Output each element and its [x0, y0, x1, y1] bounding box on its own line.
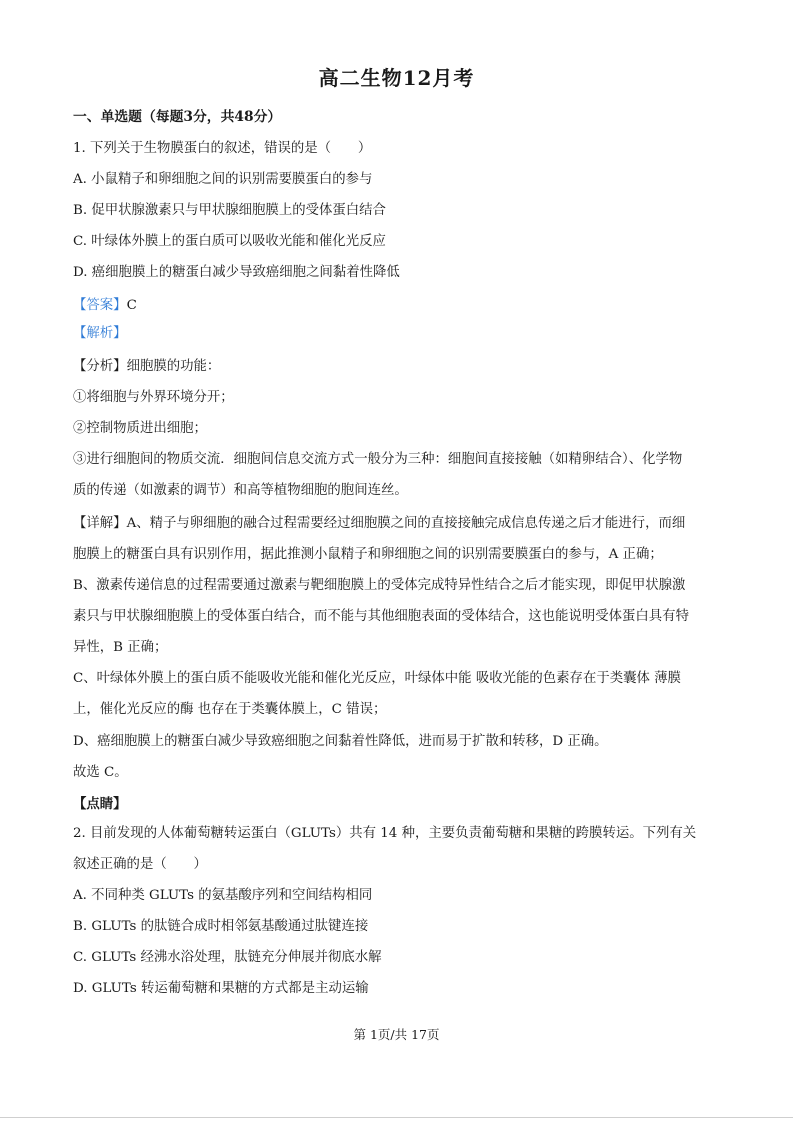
q1-detail-line-1 — [73, 515, 723, 533]
q1-point-2: ②控制物质进出细胞； — [73, 421, 207, 436]
q2-option-a: A. 不同种类 GLUTs 的氨基酸序列和空间结构相同 — [73, 888, 373, 903]
answer-tag: 【答案】 — [73, 298, 127, 313]
q1-option-a: A. 小鼠精子和卵细胞之间的识别需要膜蛋白的参与 — [73, 172, 373, 187]
document-title: 高二生物12月考 — [318, 66, 475, 90]
q1-analysis-heading — [73, 325, 723, 343]
q1-point-3: ③进行细胞间的物质交流．细胞间信息交流方式一般分为三种：细胞间直接接触（如精卵结合）、化学物 — [73, 452, 683, 467]
q1-dianjing: 【点睛】 — [73, 796, 127, 812]
answer-value: C — [126, 298, 137, 313]
q1-detail-line-6: C、叶绿体外膜上的蛋白质不能吸收光能和催化光反应，叶绿体中能 吸收光能的色素存在于类囊体 薄膜 — [73, 671, 681, 686]
section-heading: 一、单选题（每题3分，共48分） — [73, 109, 282, 125]
q2-stem-line-1: 2. 目前发现的人体葡萄糖转运蛋白（GLUTs）共有 14 种，主要负责葡萄糖和果糖的跨膜转运。下列有关 — [73, 826, 697, 841]
q2-stem-line-2: 叙述正确的是（ ） — [73, 857, 207, 872]
q1-detail-line-4: 素只与甲状腺细胞膜上的受体蛋白结合，而不能与其他细胞表面的受体结合，这也能说明受体蛋白具有特 — [73, 609, 689, 624]
fenxi-text: 细胞膜的功能： — [126, 359, 221, 374]
q1-point-3-cont: 质的传递（如激素的调节）和高等植物细胞的胞间连丝。 — [73, 483, 408, 498]
q1-detail-line-5: 异性，B 正确； — [73, 640, 168, 655]
q1-point-1: ①将细胞与外界环境分开； — [73, 390, 234, 405]
detail-tag: 【详解】 — [73, 516, 127, 531]
q1-detail-line-8: D、癌细胞膜上的糖蛋白减少导致癌细胞之间黏着性降低，进而易于扩散和转移，D 正确。 — [73, 734, 608, 749]
q2-option-d: D. GLUTs 转运葡萄糖和果糖的方式都是主动运输 — [73, 981, 369, 996]
detail-text: A、精子与卵细胞的融合过程需要经过细胞膜之间的直接接触完成信息传递之后才能进行，而细 — [126, 516, 686, 531]
q2-option-b: B. GLUTs 的肽链合成时相邻氨基酸通过肽键连接 — [73, 919, 369, 934]
q1-option-c: C. 叶绿体外膜上的蛋白质可以吸收光能和催化光反应 — [73, 234, 386, 249]
bottom-divider — [0, 1117, 793, 1118]
q1-detail-line-2: 胞膜上的糖蛋白具有识别作用，据此推测小鼠精子和卵细胞之间的识别需要膜蛋白的参与，A 正确； — [73, 547, 663, 562]
page-footer: 第 1页/共 17页 — [353, 1027, 440, 1042]
q1-answer — [73, 297, 723, 315]
q1-fenxi — [73, 358, 723, 376]
fenxi-tag: 【分析】 — [73, 359, 127, 374]
q1-detail-line-9: 故选 C。 — [73, 765, 128, 780]
q1-stem: 1. 下列关于生物膜蛋白的叙述，错误的是（ ） — [73, 141, 372, 156]
q1-detail-line-3: B、激素传递信息的过程需要通过激素与靶细胞膜上的受体完成特异性结合之后才能实现，即促甲状腺激 — [73, 578, 686, 593]
analysis-tag: 【解析】 — [73, 326, 127, 341]
q1-option-b: B. 促甲状腺激素只与甲状腺细胞膜上的受体蛋白结合 — [73, 203, 386, 218]
q1-option-d: D. 癌细胞膜上的糖蛋白减少导致癌细胞之间黏着性降低 — [73, 265, 400, 280]
q1-detail-line-7: 上，催化光反应的酶 也存在于类囊体膜上，C 错误； — [73, 702, 387, 717]
q2-option-c: C. GLUTs 经沸水浴处理，肽链充分伸展并彻底水解 — [73, 950, 382, 965]
